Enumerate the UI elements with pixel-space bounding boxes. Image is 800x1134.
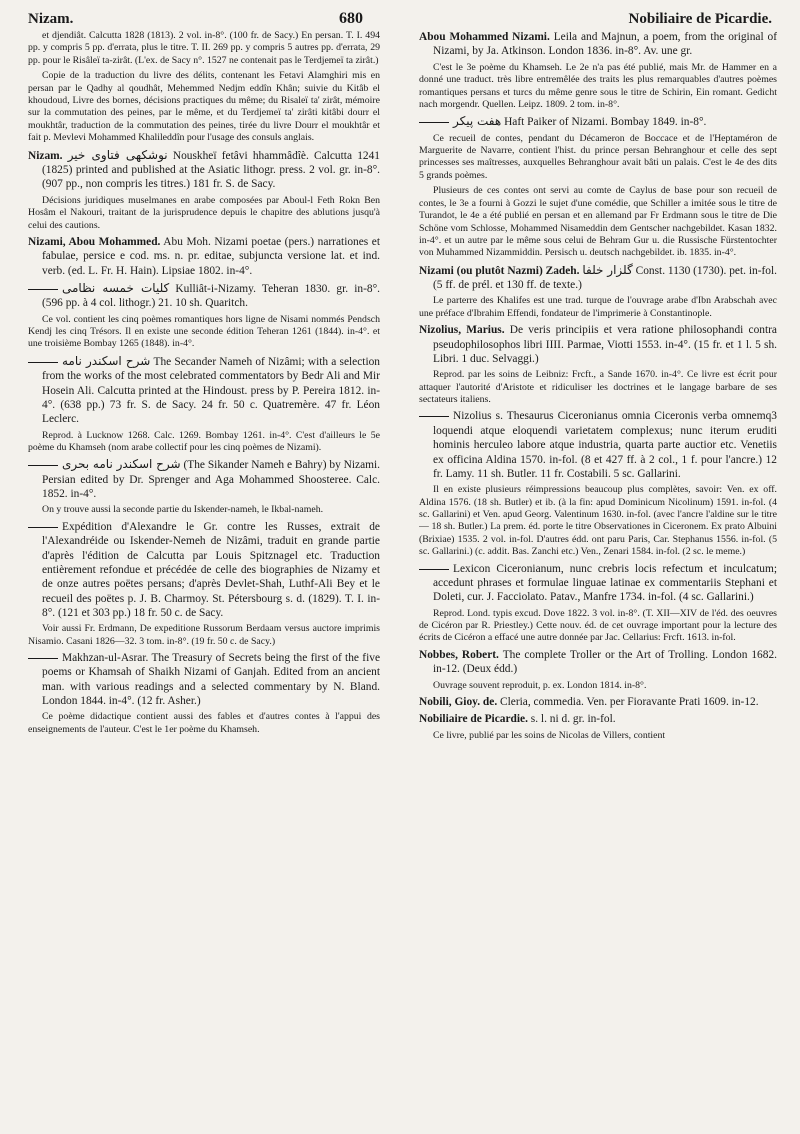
entry-note [419,133,777,183]
entry-note [419,369,777,406]
note-text: Décisions juridiques muselmanes en arabe composées par Aboul-l Feth Rokn Ben Hosâm el Nakouri, traitant de la jurisprudence depuis le chapitre des ablutions jusqu'à celui des cautions. [28,194,380,231]
bibliography-entry [419,409,777,481]
arabic-title: گلزار خلفا [582,262,633,277]
entry-text: Haft Paiker of Nizami. Bombay 1849. in-8°. [504,116,707,129]
right-column [419,30,777,1130]
entry-text: Nouskheï fetâvi hhammâdîè. Calcutta 1241 (1825) printed and published at the Asiatic lithogr. press. 2 vol. gr. in-8°. (907 pp., non compris les titres.) 181 fr. S. de Sacy. [42,149,380,191]
page-number: 680 [338,10,363,27]
header-right: Nobiliaire de Picardie. [628,11,772,27]
note-text: Reprod. à Lucknow 1268. Calc. 1269. Bombay 1261. in-4°. C'est d'ailleurs le 5e poème du Khamseh (nom arabe collectif pour les cinq poèmes de Nizami). [28,429,380,453]
entry-text: Leila and Majnun, a poem, from the original of Nizami, by Ja. Atkinson. London 1836. in-8°. Av. une gr. [433,31,777,58]
entry-text: s. l. ni d. gr. in-fol. [530,713,616,726]
note-text: Ce livre, publié par les soins de Nicolas de Villers, contient [433,729,666,741]
entry-note [28,430,380,455]
bibliography-entry [419,648,777,677]
entry-author: Nobili, Gioy. de. [419,695,498,708]
left-column [28,30,380,1130]
bibliography-entry [419,323,777,366]
ditto-dash [419,122,449,123]
ditto-dash [419,569,449,570]
entry-text: Makhzan-ul-Asrar. The Treasury of Secrets being the first of the five poems or Khamsah of Shaikh Nizami of Ganjah. Edited from an ancient man. with various readings and a selected commentary by N. Bland. London 1844. in-4°. (12 fr. Asher.) [42,652,380,708]
entry-text: De veris principiis et vera ratione philosophandi contra pseudophilosophos libri IIII. Parmae, Viotti 1553. in-4°. (15 fr. et 1 l. 5 sh. Libri. 1 duc. Selvaggi.) [433,324,777,365]
ditto-dash [419,416,449,417]
entry-note [28,504,380,516]
bibliography-entry [28,651,380,708]
bibliography-entry [28,354,380,427]
entry-note [419,62,777,112]
entry-note [419,680,777,692]
entry-note [419,185,777,259]
note-text: Ce vol. contient les cinq poèmes romantiques hors ligne de Nisami nommés Pendsch Kendj les cinq Trésors. Il en existe une seconde édition Teheran 1261 (1844). in-4°. et une troisième Bombay 1265 (1848). in-4°. [28,313,380,350]
entry-text: (The Sikander Nameh e Bahry) by Nizami. Persian edited by Dr. Sprenger and Aga Mohammed Shoosteree. Calc. 1852. in-4°. [42,459,380,501]
bibliography-entry [419,695,777,709]
running-header [28,6,772,28]
entry-author: Nobiliaire de Picardie. [419,713,528,726]
note-text: Le parterre des Khalifes est une trad. turque de l'ouvrage arabe d'Ibn Arabschah avec une préface d'Ibrahim Effendi, fondateur de l'imprimerie à Constantinople. [419,295,777,319]
bibliography-entry [28,148,380,192]
arabic-title: شرح اسکندر نامه بحری [62,457,181,472]
note-text: Ce poème didactique contient aussi des fables et d'autres contes à l'appui des enseignements de l'auteur. C'est le 1er poème du Khamseh. [28,711,380,735]
note-text: On y trouve aussi la seconde partie du Iskender-nameh, le Ikbal-nameh. [42,504,324,516]
entry-text: The complete Troller or the Art of Trolling. London 1682. in-12. (Deux édd.) [433,648,777,676]
entry-text: The Secander Nameh of Nizâmi; with a selection from the works of the most celebrated commentators by Bedr Ali and Mir Hosein Ali. Calcutta printed at the Hindoust. press by P. Pereira 1812. in-4°. (638 pp.) 73 fr. S. de Sacy. 24 fr. 50 c. Quatremère. 47 fr. Léon Leclerc. [42,355,380,426]
note-text: et djendiât. Calcutta 1828 (1813). 2 vol. in-8°. (100 fr. de Sacy.) En persan. T. I. 494 pp. y compris 5 pp. d'errata, plus le titre. T. II. 269 pp. y compris 5 autres pp. d'errata, 29 pp. pour le Risâleï ta-zirât. (L'ex. de Sacy n°. 1527 ne contenait pas le Terdjemeï ta zirât.) [28,30,380,66]
arabic-title: شرح اسکندر نامه [62,353,151,368]
entry-author: Nizolius, Marius. [419,324,505,337]
note-text: Reprod. Lond. typis excud. Dove 1822. 3 vol. in-8°. (T. XII—XIV de l'éd. des oeuvres de Cicéron par R. Priestley.) Cette nouv. éd. de cet ouvrage important pour la lecture des écrits de Cicéron a effacé une autre donnée par Jac. Cellarius: Frcft. 1613. in-fol. [419,607,777,644]
bibliography-entry [419,114,777,129]
ditto-dash [28,465,58,466]
note-text: Voir aussi Fr. Erdmann, De expeditione Russorum Berdaam versus auctore imprimis Nisamio. Casani 1826—32. 3 tom. in-8°. (19 fr. 50 c. de Sacy.) [28,623,380,647]
entry-note [28,314,380,351]
bibliography-entry [419,30,777,59]
bibliography-entry [419,712,777,726]
entry-author: Abou Mohammed Nizami. [419,31,550,43]
bibliography-entry [28,457,380,501]
bibliography-entry [28,235,380,278]
entry-author: Nizami, Abou Mohammed. [28,235,161,248]
arabic-title: نوشکهی فتاوی خیر [67,147,168,162]
entry-note [28,195,380,232]
entry-note [28,70,380,144]
arabic-title: کلیات خمسه نظامی [62,280,170,295]
ditto-dash [28,527,58,528]
entry-author: Nizami (ou plutôt Nazmi) Zadeh. [419,264,580,277]
ditto-dash [28,658,58,659]
entry-text: Lexicon Ciceronianum, nunc crebris locis refectum et inculcatum; accedunt phrases et formulae linguae latinae ex commentariis Stephani et Doleti, cur. J. Facciolato. Patav., Manfre 1734. in-fol. (4 sc. Gallarini.) [433,562,777,604]
entry-note [419,295,777,320]
entry-note [28,30,380,67]
note-text: Ce recueil de contes, pendant du Décameron de Boccace et de l'Heptaméron de Marguerite de Navarre, contient l'hist. du prince persan Behranghour et celle des sept princesses ses maîtresses, auxquelles Behranghour avait bâti un palais. C'est le 4e des dits 5 grands poèmes. [419,132,777,181]
entry-note [419,484,777,558]
entry-text: Kulliât-i-Nizamy. Teheran 1830. gr. in-8°. (596 pp. à 4 col. lithogr.) 21. 10 sh. Quaritch. [42,282,380,310]
entry-author: Nizam. [28,149,63,162]
bibliography-entry [28,281,380,311]
note-text: Reprod. par les soins de Leibniz: Frcft., a Sande 1670. in-4°. Ce livre est écrit pour attaquer l'autorité d'Aristote et ridiculiser les doctrines et le langage barbare de ses sectateurs italiens. [419,369,777,406]
entry-text: Nizolius s. Thesaurus Ciceronianus omnia Ciceronis verba omnemq3 loquendi atque eloquendi varietatem complexus; nunc iterum eruditi hominis herculeo labore atque industria, quarta parte auctior etc. Venetiis ex officina Aldina 1570. in-fol. (8 et 427 ff. à 2 col., 1 f. pour l'ancre.) 12 fr. Lamy. 11 sh. Butler. 11 fr. Costabili. 5 sc. Gallarini. [433,410,777,480]
entry-text: Abu Moh. Nizami poetae (pers.) narrationes et fabulae, persice e cod. ms. n. pr. editae, subjuncta versione lat. et ind. verb. (ed. L. Fr. H. Hain). Lipsiae 1802. in-4°. [42,235,380,277]
entry-text: Expédition d'Alexandre le Gr. contre les Russes, extrait de l'Alexandréide ou Iskender-Nemeh de Nizâmi, traduit en grande partie d'après l'édition de Calcutta par Louis Spitznagel etc. Traduction entièrement refondue et précédée de celle des biographies de Nizamy et de onze autres poëtes persans; d'après Devlet-Shah, Luthf-Ali Bey et le recueil des poëtes p. J. B. Charmoy. St. Pétersbourg s. d. (1829). T. I. in-8°. (121 et 303 pp.) 18 fr. 50 c. de Sacy. [42,520,380,619]
entry-text: Cleria, commedia. Ven. per Fioravante Prati 1609. in-12. [500,695,759,708]
bibliography-entry [28,520,380,620]
entry-author: Nobbes, Robert. [419,648,499,661]
bibliography-entry [419,263,777,293]
entry-text: Const. 1130 (1730). pet. in-fol. (5 ff. de prél. et 130 ff. de texte.) [433,264,777,292]
bibliography-entry [419,562,777,605]
entry-note [419,730,777,742]
entry-note [28,623,380,648]
header-left: Nizam. [28,11,74,27]
entry-note [28,711,380,736]
note-text: Ouvrage souvent reproduit, p. ex. London 1814. in-8°. [433,679,647,691]
note-text: Plusieurs de ces contes ont servi au comte de Caylus de base pour son recueil de contes, le 3e a fourni à Gozzi le sujet d'une comédie, que Schiller a imitée sous le titre de Turandot, le 4e a été publié en persan et en allemand par Fr Erdmann sous le titre de Die Schöne vom Schlosse, Mohammed Nisameddin dem Gentscher nachgebildet. Kasan 1832. in-4°. et un autre par le même sous celui de Behram Gur u. die Russische Fürstentochter von Muhammed Nizammiddin. Persisch u. deutsch nachgebildet. ib. 1835. in-4°. [419,185,777,259]
entry-note [419,608,777,645]
note-text: Copie de la traduction du livre des délits, contenant les Fetavi Alamghiri mis en persan par le Qadhy al qoudhât, Mehemmed Nedjm eddîn Khân; suivie du Kitâb el khoudoud, Livre des bornes, décisions practiques du même; du Risaleï ta' zirât, mémoire sur la commutation des peines, par le même, et du Terdjemeï ta' zirâti kitâbi dourr el moukhtâr, traduction de la commutation des peines, tirée du livre Dourr el moukhtâr et fait p. Mevlevi Mohammed Khalileddîn pour l'usage des consuls anglais. [28,70,380,144]
ditto-dash [28,289,58,290]
note-text: C'est le 3e poème du Khamseh. Le 2e n'a pas été publié, mais Mr. de Hammer en a donné une traduct. très libre entremêlée des traits les plus remarquables d'autres poèmes romantiques persans et turcs du même genre sous le titre de Schirin, Ein romant. Gedicht nach morgendr. Quellen. Leipz. 1809. 2 tom. in-8°. [419,61,777,110]
note-text: Il en existe plusieurs réimpressions beaucoup plus complètes, savoir: Ven. ex off. Aldina 1576. (18 sh. Butler) et ib. (à la fin: apud Dominicum Nicolinum) 1591. in-fol. (4 sc. Gallarini) et Ven. apud Georg. Valentinum 1630. in-fol. (avec l'ancre l'aldine sur le titre — 18 sh. Butler.) La prem. éd. porte le titre Observationes in Ciceronem. Ex prato Albuini (Brixiae) 1535. 2 vol. in-fol. D'autres édd. ont paru Paris, Car. Stephanus 1556. in-fol. (5 sc. Gallarini.) (c. addit. Bas. Zanchi etc.) Ven., Zenari 1584. in-fol. (2 sc. le meme.) [419,484,777,558]
ditto-dash [28,362,58,363]
arabic-title: هفت پیکر [453,114,502,129]
